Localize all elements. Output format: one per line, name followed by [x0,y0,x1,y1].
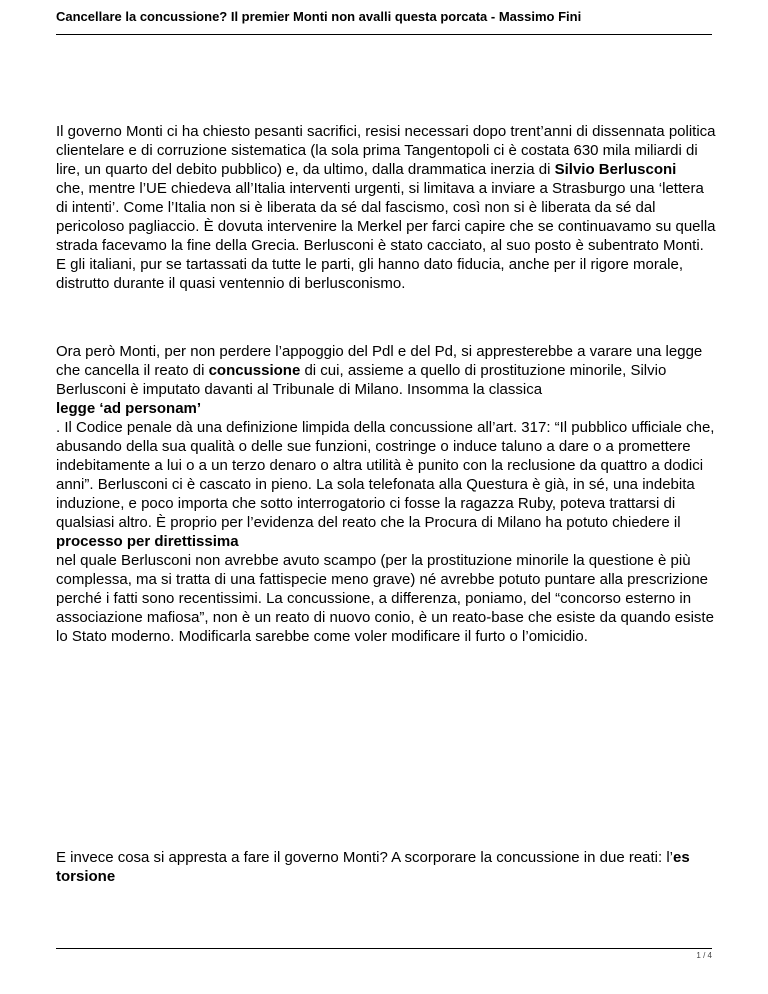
page-header-title: Cancellare la concussione? Il premier Monti non avalli questa porcata - Massimo Fini [56,9,582,24]
footer-divider [56,948,712,949]
header-divider [56,34,712,35]
paragraph-2-text-3: . Il Codice penale dà una definizione limpida della concussione all’art. 317: “Il pubblico ufficiale che, abusando della sua qualità o delle sue funzioni, costringe o induce taluno a dare o a promettere indebitamente a lui o a un terzo denaro o altra utilità è punito con la reclusione da quattro a dodici anni”. Berlusconi ci è cascato in pieno. La sola telefonata alla Questura è già, in sé, una indebita induzione, e poco importa che sotto interrogatorio ci fosse la ragazza Ruby, poteva trattarsi di qualsiasi altro. È proprio per l’evidenza del reato che la Procura di Milano ha potuto chiedere il [56,419,715,531]
paragraph-3-bold-estorsione: es torsione [56,849,690,885]
paragraph-2 [56,342,716,646]
paragraph-2-bold-concussione: concussione [208,362,301,379]
page-number: 1 / 4 [696,951,712,960]
paragraph-2-text-4: nel quale Berlusconi non avrebbe avuto scampo (per la prostituzione minorile la questione è più complessa, ma si tratta di una fattispecie meno grave) né avrebbe potuto puntare alla prescrizione perché i fatti sono recentissimi. La concussione, a differenza, poniamo, del “concorso esterno in associazione mafiosa”, non è un reato di nuovo conio, è un reato-base che esiste da quando esiste lo Stato moderno. Modificarla sarebbe come voler modificare il furto o l’omicidio. [56,552,714,645]
paragraph-2-text-2: di cui, assieme a quello di prostituzione minorile, Silvio Berlusconi è imputato davanti al Tribunale di Milano. Insomma la classica [56,362,667,398]
paragraph-3-text-1: E invece cosa si appresta a fare il governo Monti? A scorporare la concussione in due reati: l’ [56,849,674,866]
paragraph-2-bold-direttissima: processo per direttissima [56,533,239,550]
paragraph-1-text-2: che, mentre l’UE chiedeva all’Italia interventi urgenti, si limitava a inviare a Strasburgo una ‘lettera di intenti’. Come l’Italia non si è liberata da sé dal fascismo, così non si è liberata da sé dal pericoloso pagliaccio. È dovuta intervenire la Merkel per farci capire che se continuavamo su quella strada facevamo la fine della Grecia. Berlusconi è stato cacciato, al suo posto è subentrato Monti. E gli italiani, pur se tartassati da tutte le parti, gli hanno dato fiducia, anche per il rigore morale, distrutto durante il quasi ventennio di berlusconismo. [56,180,716,292]
paragraph-3 [56,848,716,886]
paragraph-1-text-1: Il governo Monti ci ha chiesto pesanti sacrifici, resisi necessari dopo trent’anni di dissennata politica clientelare e di corruzione sistematica (la sola prima Tangentopoli ci è costata 630 mila miliardi di lire, un quarto del debito pubblico) e, da ultimo, dalla drammatica inerzia di [56,123,716,178]
paragraph-2-bold-ad-personam: legge ‘ad personam’ [56,400,202,417]
paragraph-2-text-1: Ora però Monti, per non perdere l’appoggio del Pdl e del Pd, si appresterebbe a varare una legge che cancella il reato di [56,343,703,379]
paragraph-1-bold-silvio-berlusconi: Silvio Berlusconi [554,161,677,178]
paragraph-1 [56,122,716,293]
